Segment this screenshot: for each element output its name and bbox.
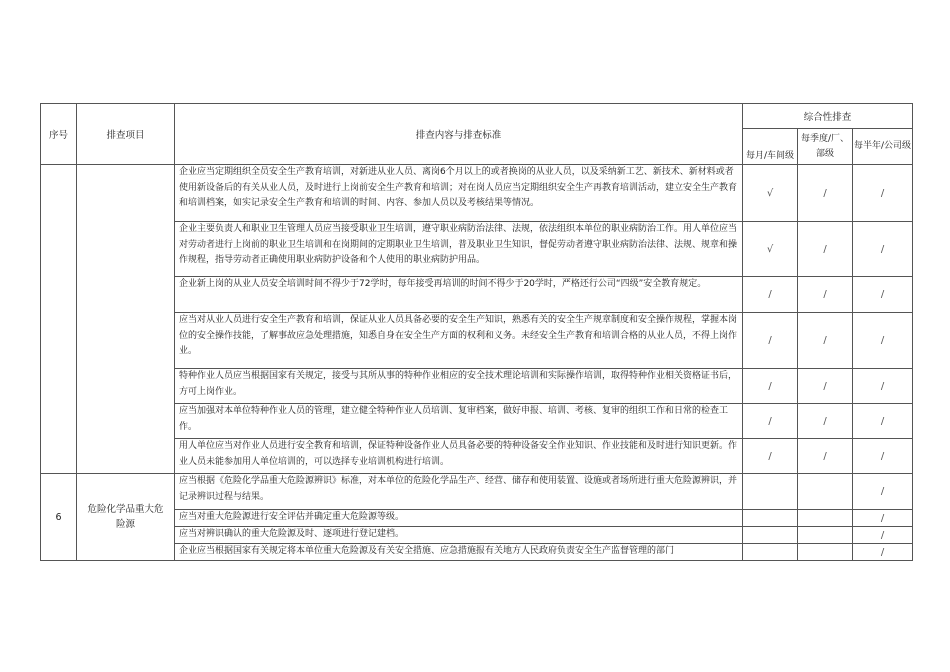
- standard-text: 企业应当根据国家有关规定将本单位重大危险源及有关安全措施、应急措施报有关地方人民政府负责安全生产监督管理的部门: [175, 544, 743, 561]
- standard-text: 企业主要负责人和职业卫生管理人员应当接受职业卫生培训，遵守职业病防治法律、法规，依法组织本单位的职业病防治工作。用人单位应当对劳动者进行上岗前的职业卫生培训和在岗期间的定期职业卫生培训，普及职业卫生知识，督促劳动者遵守职业病防治法律、法规、规章和操作规程，指导劳动者正确使用职业病防护设备和个人使用的职业病防护用品。: [175, 222, 743, 277]
- check-semiannual: /: [853, 222, 913, 277]
- row-number-cell: [41, 165, 77, 474]
- check-monthly: /: [743, 404, 798, 439]
- standard-text: 企业新上岗的从业人员安全培训时间不得少于72学时，每年接受再培训的时间不得少于20学时，严格还行公司“四级”安全教育规定。: [175, 277, 743, 313]
- header-semiannual: 每半年/公司级: [853, 129, 913, 165]
- check-semiannual: /: [853, 544, 913, 561]
- header-monthly: 每月/车间级: [743, 129, 798, 165]
- check-quarterly: /: [798, 277, 853, 313]
- check-semiannual: /: [853, 527, 913, 544]
- item-name: 危险化学品重大危险源: [77, 474, 175, 561]
- check-monthly: [743, 527, 798, 544]
- table-row: [41, 165, 913, 222]
- header-quarterly: 每季度/厂、部级: [798, 129, 853, 165]
- header-no: 序号: [41, 104, 77, 165]
- check-quarterly: [798, 474, 853, 510]
- header-item: 排查项目: [77, 104, 175, 165]
- check-monthly: /: [743, 277, 798, 313]
- inspection-table: [40, 103, 913, 561]
- check-monthly: /: [743, 369, 798, 404]
- check-semiannual: /: [853, 313, 913, 369]
- check-quarterly: [798, 527, 853, 544]
- standard-text: 应当对从业人员进行安全生产教育和培训，保证从业人员具备必要的安全生产知识，熟悉有关的安全生产规章制度和安全操作规程，掌握本岗位的安全操作技能，了解事故应急处理措施，知悉自身在安全生产方面的权利和义务。未经安全生产教育和培训合格的从业人员，不得上岗作业。: [175, 313, 743, 369]
- check-semiannual: /: [853, 510, 913, 527]
- check-quarterly: [798, 544, 853, 561]
- check-monthly: [743, 474, 798, 510]
- check-quarterly: /: [798, 404, 853, 439]
- standard-text: 特种作业人员应当根据国家有关规定，接受与其所从事的特种作业相应的安全技术理论培训和实际操作培训，取得特种作业相关资格证书后，方可上岗作业。: [175, 369, 743, 404]
- standard-text: 应当根据《危险化学品重大危险源辨识》标准，对本单位的危险化学品生产、经营、储存和使用装置、设施或者场所进行重大危险源辨识，并记录辨识过程与结果。: [175, 474, 743, 510]
- check-semiannual: /: [853, 474, 913, 510]
- check-quarterly: /: [798, 222, 853, 277]
- check-monthly: [743, 510, 798, 527]
- header-content: 排查内容与排查标准: [175, 104, 743, 165]
- check-semiannual: /: [853, 165, 913, 222]
- check-quarterly: /: [798, 313, 853, 369]
- standard-text: 应当对重大危险源进行安全评估并确定重大危险源等级。: [175, 510, 743, 527]
- check-monthly: √: [743, 165, 798, 222]
- header-comprehensive: 综合性排查: [743, 104, 913, 129]
- standard-text: 企业应当定期组织全员安全生产教育培训，对新进从业人员、离岗6个月以上的或者换岗的从业人员，以及采纳新工艺、新技术、新材料或者使用新设备后的有关从业人员，及时进行上岗前安全生产教育和培训；对在岗人员应当定期组织安全生产再教育培训活动，建立安全生产教育和培训档案，如实记录安全生产教育和培训的时间、内容、参加人员以及考核结果等情况。: [175, 165, 743, 222]
- check-monthly: √: [743, 222, 798, 277]
- check-quarterly: /: [798, 369, 853, 404]
- check-semiannual: /: [853, 439, 913, 474]
- check-quarterly: /: [798, 439, 853, 474]
- check-quarterly: [798, 510, 853, 527]
- check-quarterly: /: [798, 165, 853, 222]
- check-monthly: [743, 544, 798, 561]
- table-row: [41, 474, 913, 510]
- standard-text: 应当加强对本单位特种作业人员的管理，建立健全特种作业人员培训、复审档案，做好申报、培训、考核、复审的组织工作和日常的检查工作。: [175, 404, 743, 439]
- standard-text: 用人单位应当对作业人员进行安全教育和培训，保证特种设备作业人员具备必要的特种设备安全作业知识、作业技能和及时进行知识更新。作业人员未能参加用人单位培训的，可以选择专业培训机构进行培训。: [175, 439, 743, 474]
- check-monthly: /: [743, 313, 798, 369]
- standard-text: 应当对辨识确认的重大危险源及时、逐项进行登记建档。: [175, 527, 743, 544]
- check-monthly: /: [743, 439, 798, 474]
- check-semiannual: /: [853, 404, 913, 439]
- item-cell: [77, 165, 175, 474]
- check-semiannual: /: [853, 369, 913, 404]
- check-semiannual: /: [853, 277, 913, 313]
- row-number: 6: [41, 474, 77, 561]
